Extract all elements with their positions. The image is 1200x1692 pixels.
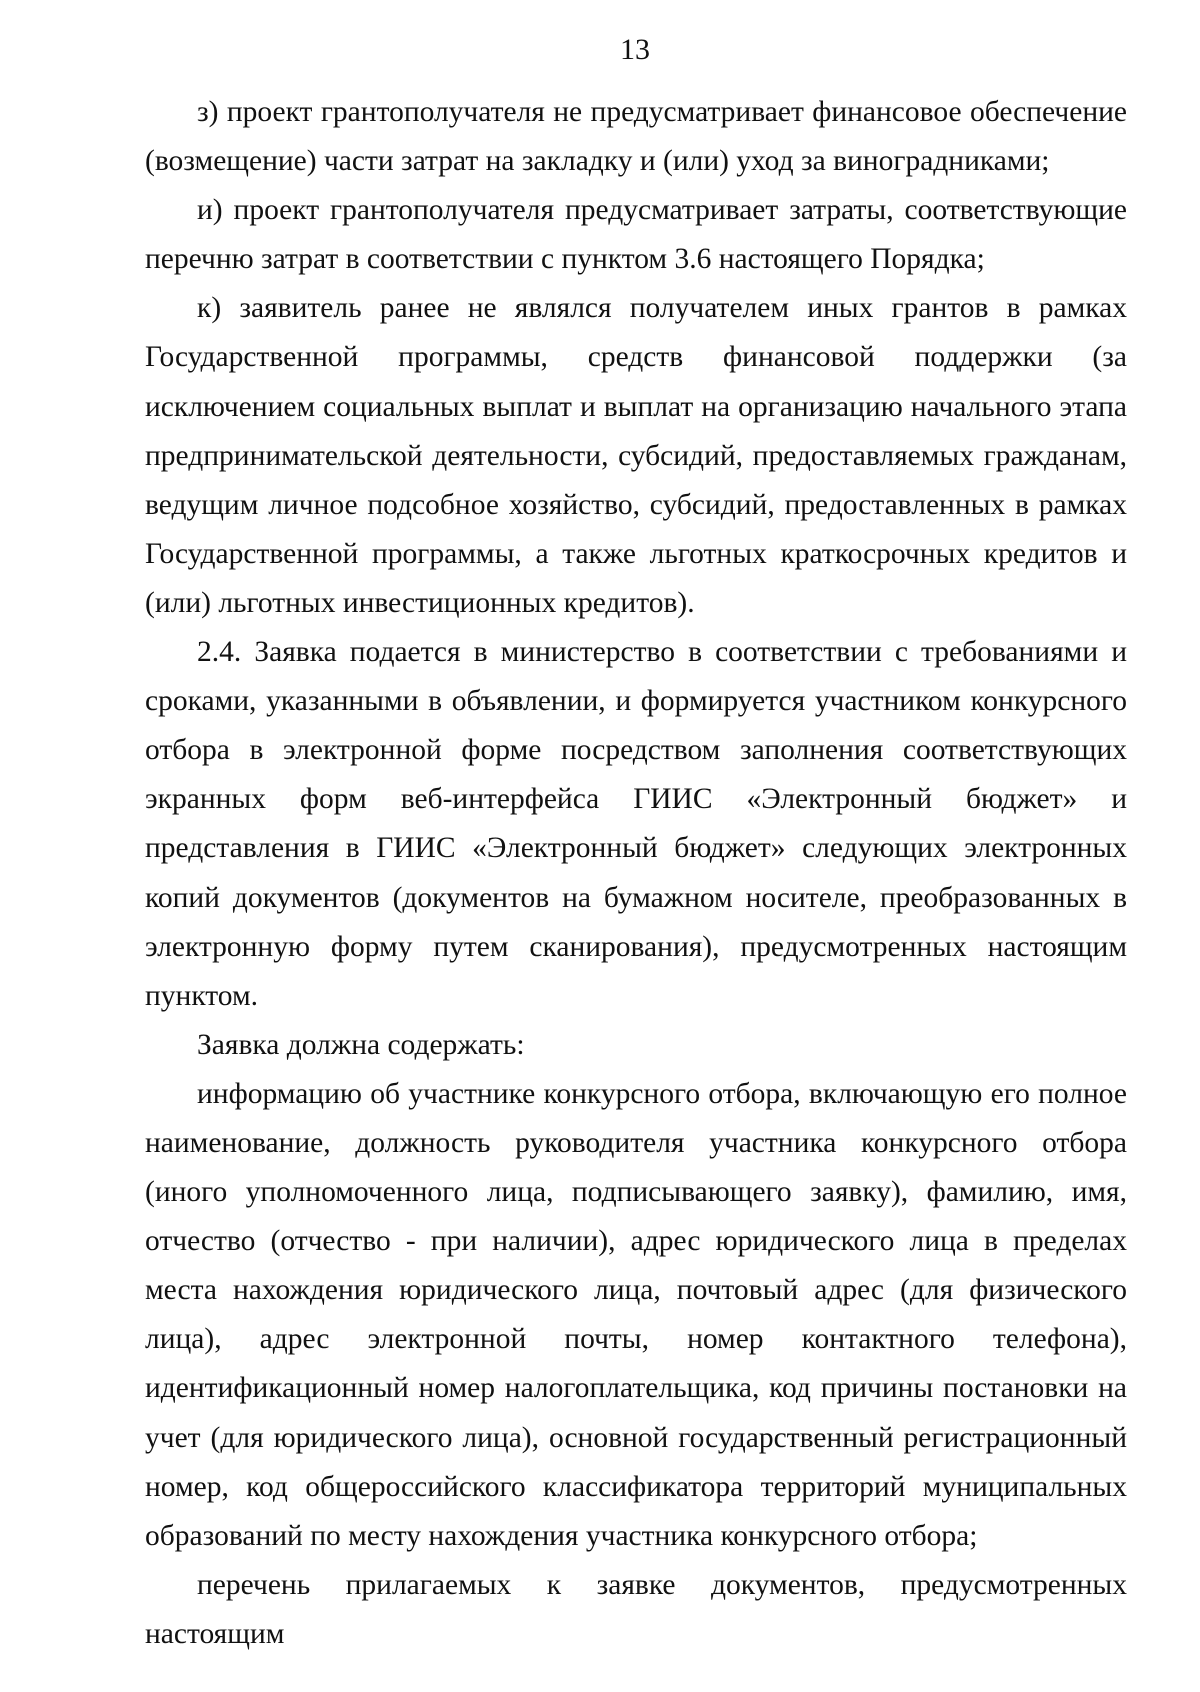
paragraph-participant-info: информацию об участнике конкурсного отбора, включающую его полное наименование, должность руководителя участника конкурсного отбора (иного уполномоченного лица, подписывающего заявку), фамилию, имя, отчество (отчество - при наличии), адрес юридического лица в пределах места нахождения юридического лица, почтовый адрес (для физического лица), адрес электронной почты, номер контактного телефона), идентификационный номер налогоплательщика, код причины постановки на учет (для юридического лица), основной государственный регистрационный номер, код общероссийского классификатора территорий муниципальных образований по месту нахождения участника конкурсного отбора; xyxy=(145,1077,1127,1552)
paragraph-i: и) проект грантополучателя предусматривает затраты, соответствующие перечню затрат в соответствии с пунктом 3.6 настоящего Порядка; xyxy=(145,194,1127,276)
paragraph-k: к) заявитель ранее не являлся получателем иных грантов в рамках Государственной программы, средств финансовой поддержки (за исключением социальных выплат и выплат на организацию начального этапа предпринимательской деятельности, субсидий, предоставляемых гражданам, ведущим личное подсобное хозяйство, субсидий, предоставленных в рамках Государственной программы, а также льготных краткосрочных кредитов и (или) льготных инвестиционных кредитов). xyxy=(145,292,1127,619)
paragraph-documents-list: перечень прилагаемых к заявке документов, предусмотренных настоящим xyxy=(145,1568,1127,1650)
paragraph-2-4: 2.4. Заявка подается в министерство в соответствии с требованиями и сроками, указанными в объявлении, и формируется участником конкурсного отбора в электронной форме посредством заполнения соответствующих экранных форм веб-интерфейса ГИИС «Электронный бюджет» и представления в ГИИС «Электронный бюджет» следующих электронных копий документов (документов на бумажном носителе, преобразованных в электронную форму путем сканирования), предусмотренных настоящим пунктом. xyxy=(145,636,1127,1012)
document-body xyxy=(145,88,1127,1659)
paragraph-z: з) проект грантополучателя не предусматривает финансовое обеспечение (возмещение) части затрат на закладку и (или) уход за виноградниками; xyxy=(145,96,1127,178)
page-number: 13 xyxy=(620,33,650,66)
paragraph-application-contents: Заявка должна содержать: xyxy=(197,1028,525,1061)
